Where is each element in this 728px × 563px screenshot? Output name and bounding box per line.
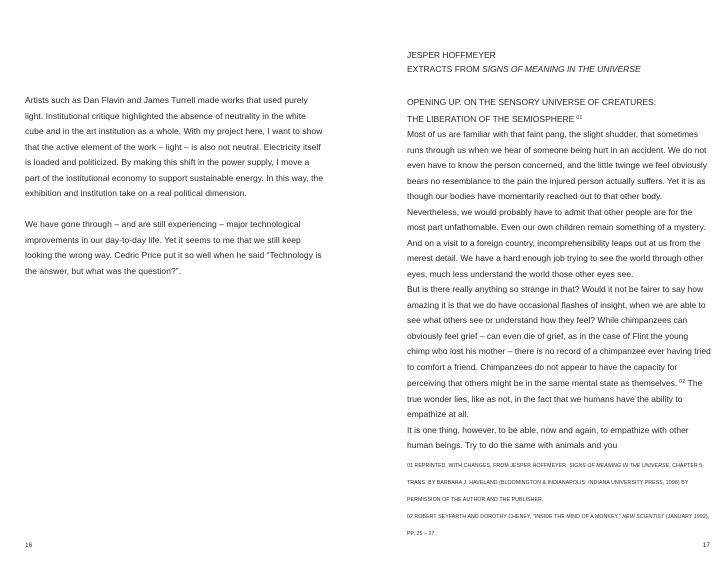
left-body-text	[25, 93, 325, 295]
article-title	[407, 62, 717, 76]
footnotes	[407, 458, 712, 543]
right-paragraph-4: It is one thing, however, to be able, now and again, to empathize with other human beings. Try to do the same with animals and you	[407, 424, 689, 450]
right-paragraph-3-part-b: The true wonder lies, like as not, in the fact that we humans have the ability to empathize at all.	[407, 378, 703, 419]
right-paragraph-3-part-a: But is there really anything so strange in that? Would it not be fairer to say how amazing it is that we do have occasional flashes of insight, when we are able to see what others see or understand how they feel? While chimpanzees can obviously feel grief – can even die of grief, as in the case of Flint the young chimp who lost his mother – there is no record of a chimpanzee ever having tried to comfort a friend. Chimpanzees do not appear to have the capacity for perceiving that others might be in the same mental state as themselves.	[407, 284, 711, 388]
author-name: JESPER HOFFMEYER	[407, 50, 496, 60]
article-header	[407, 48, 717, 76]
footnote-2	[407, 509, 712, 543]
footnote-1-italic: SIGNS OF MEANING IN THE UNIVERSE	[569, 463, 670, 469]
title-italic: SIGNS OF MEANING IN THE UNIVERSE	[482, 64, 641, 74]
left-paragraph-1: Artists such as Dan Flavin and James Turrell made works that used purely light. Institutional critique highlighted the absence of neutrality in the white cube and in the art institution as a whole. With my project here, I want to show that the active element of the work – light – is also not neutral. Electricity itself is loaded and politicized. By making this shift in the power supply, I move a part of the institutional economy to support sustainable energy. In this way, the exhibition and institution take on a real political dimension.	[25, 95, 324, 198]
section-heading-text: THE LIBERATION OF THE SEMIOSPHERE	[407, 113, 575, 124]
left-paragraph-2: We have gone through – and are still experiencing – major technological improvements in our day-to-day life. Yet it seems to me that we still keep looking the wrong way. Cedric Price put it so well when he said “Technology is the answer, but what was the question?”.	[25, 219, 322, 276]
footnote-ref-02: 02	[679, 379, 686, 385]
right-paragraph-3	[407, 282, 712, 423]
footnote-2-number: 02	[407, 514, 413, 520]
right-body-text	[407, 95, 712, 454]
right-paragraph-2: Nevertheless, we would probably have to admit that other people are for the most part unfathomable. Even our own children remain something of a mystery. And on a visit to a foreign country, incomprehensibility leaps out at us from the merest detail. We have a hard enough job trying to see the world through other eyes, much less understand the world those other eyes see.	[407, 206, 706, 279]
title-prefix: EXTRACTS FROM	[407, 64, 483, 74]
footnote-2-italic: NEW SCIENTIST	[622, 514, 665, 520]
section-heading-line-1: OPENING UP. ON THE SENSORY UNIVERSE OF CREATURES:	[407, 97, 657, 107]
page-number-left: 16	[25, 542, 33, 549]
section-heading-line-2	[407, 111, 712, 128]
page-number-right: 17	[702, 542, 710, 549]
section-heading	[407, 95, 712, 127]
footnote-2-text-b: (JANUARY 1992), PP. 25 – 27.	[407, 514, 710, 537]
footnote-2-text-a: ROBERT SEYFARTH AND DOROTHY CHENEY, “INSIDE THE MIND OF A MONKEY,”	[412, 514, 623, 520]
right-page	[364, 0, 728, 563]
footnote-1-text-a: REPRINTED, WITH CHANGES, FROM JESPER HOFFMEYER,	[412, 463, 570, 469]
right-paragraph-1: Most of us are familiar with that faint pang, the slight shudder, that sometimes runs through us when we hear of someone being hurt in an accident. We do not even have to know the person concerned, and the little twinge we feel obviously bears no resemblance to the pain the injured person actually suffers. Yet it is as though our bodies have momentarily reached out to that other body.	[407, 129, 708, 201]
footnote-1	[407, 458, 712, 509]
footnote-1-text-b: , CHAPTER 5, TRANS. BY BARBARA J. HAVELAND (BLOOMINGTON & INDIANAPOLIS: INDIANA UNIVERSITY PRESS, 1996) BY PERMISSION OF THE AUTHOR AND THE PUBLISHER.	[407, 463, 704, 503]
footnote-ref-01: 01	[576, 114, 583, 121]
footnote-1-number: 01	[407, 463, 413, 469]
